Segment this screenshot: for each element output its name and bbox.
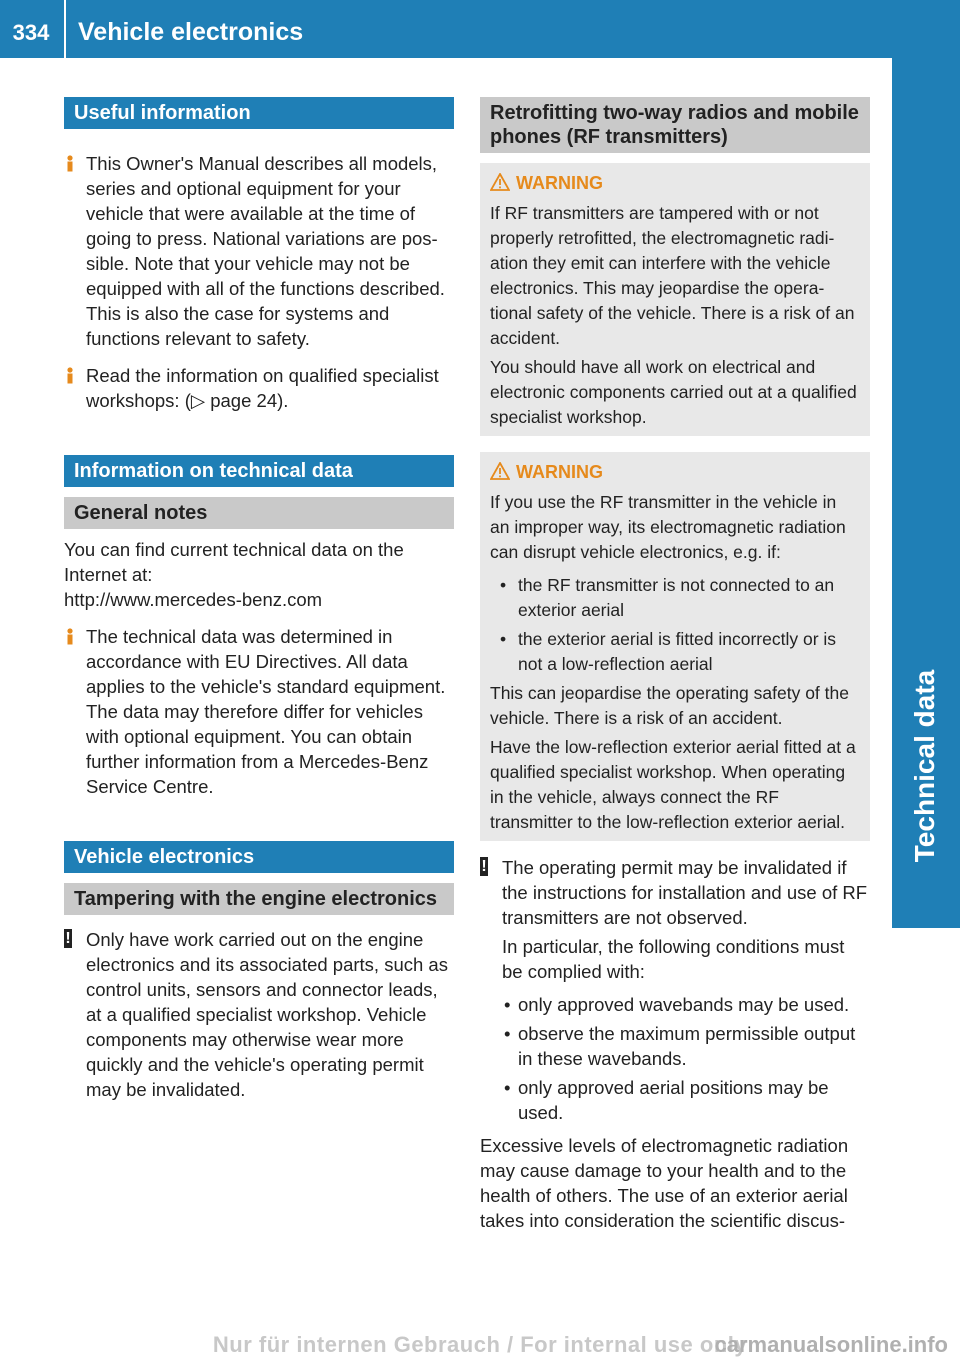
- info-text: The technical data was determined in accordance with EU Directives. All data applies to the vehicle's standard equipment. The data may therefore differ for vehicles with optional equipment. You can obtain further information from a Mercedes-Benz Service Centre.: [86, 626, 446, 797]
- header-divider: [64, 0, 66, 58]
- info-text: This Owner's Manual describes all models, series and optional equipment for your vehicle that were available at the time of going to press. National variations are possible. Note that your vehicle may not be equipped with all of the functions described. This is also the case for systems and functions relevant to safety.: [86, 153, 445, 349]
- warning-triangle-icon: [490, 173, 510, 191]
- caution-text: The operating permit may be invalidated if the instructions for installation and use of RF transmitters are not observed.: [502, 857, 868, 928]
- list-item: [480, 1021, 870, 1071]
- warning-box: [480, 163, 870, 436]
- side-tab-label: Technical data: [909, 669, 940, 863]
- bullet-icon: •: [504, 994, 511, 1015]
- list-item: [490, 627, 860, 677]
- caution-text: In particular, the following conditions must be complied with:: [502, 936, 845, 982]
- tech-data-heading: Information on technical data: [64, 455, 454, 487]
- warning-text: If you use the RF transmitter in the vehicle in an improper way, its electromagnetic radiation can disrupt vehicle electronics, e.g. if:: [490, 492, 846, 562]
- tampering-heading: Tampering with the engine electronics: [64, 883, 454, 915]
- list-item: [480, 1075, 870, 1125]
- info-text: Read the information on qualified specialist workshops: (▷ page 24).: [86, 365, 439, 411]
- info-note: [64, 624, 454, 799]
- warning-text: This can jeopardise the operating safety of the vehicle. There is a risk of an accident.: [490, 683, 849, 728]
- warning-title: [490, 460, 860, 484]
- chapter-title: Vehicle electronics: [78, 18, 304, 46]
- left-column: [64, 97, 454, 1102]
- info-note: [64, 151, 454, 351]
- warning-label: WARNING: [516, 462, 603, 482]
- info-icon: [64, 367, 76, 384]
- list-item-text: only approved aerial positions may be used.: [518, 1077, 829, 1123]
- useful-info-heading: Useful information: [64, 97, 454, 129]
- warning-text: You should have all work on electrical and electronic components carried out at a qualified specialist workshop.: [490, 357, 857, 427]
- website-link[interactable]: http://www.mercedes-benz.com: [64, 589, 323, 610]
- vehicle-electronics-heading: Vehicle electronics: [64, 841, 454, 873]
- body-text: Excessive levels of electromagnetic radiation may cause damage to your health and to the health of others. The use of an exterior aerial takes into consideration the scientific discus-: [480, 1135, 849, 1231]
- caution-note: [480, 855, 870, 930]
- exclamation-icon: !: [481, 858, 487, 875]
- general-notes-heading: General notes: [64, 497, 454, 529]
- page-number: 334: [12, 20, 50, 45]
- bullet-icon: •: [500, 629, 507, 649]
- header-bar: [0, 0, 960, 58]
- info-icon: [64, 155, 76, 172]
- bullet-icon: •: [500, 575, 507, 595]
- info-note: [64, 363, 454, 413]
- retrofitting-heading: Retrofitting two-way radios and mobile phones (RF transmitters): [480, 97, 870, 153]
- footer-site: carmanualsonline.info: [714, 1332, 948, 1357]
- list-item: [490, 573, 860, 623]
- general-notes-text: You can find current technical data on the Internet at:: [64, 539, 404, 585]
- caution-text: Only have work carried out on the engine electronics and its associated parts, such as control units, sensors and connector leads, at a qualified specialist workshop. Vehicle components may otherwise wear more quickly and the vehicle's operating permit may be invalidated.: [86, 929, 448, 1100]
- list-item-text: only approved wavebands may be used.: [518, 994, 850, 1015]
- list-item-text: the RF transmitter is not connected to an exterior aerial: [518, 575, 835, 620]
- info-icon: [64, 628, 76, 645]
- warning-text: If RF transmitters are tampered with or not properly retrofitted, the electromagnetic radiation they emit can interfere with the vehicle electronics. This may jeopardise the operational safety of the vehicle. There is a risk of an accident.: [490, 203, 855, 348]
- exclamation-icon: !: [65, 930, 71, 947]
- caution-note: [64, 927, 454, 1102]
- warning-label: WARNING: [516, 173, 603, 193]
- list-item-text: observe the maximum permissible output in these wavebands.: [518, 1023, 856, 1069]
- list-item-text: the exterior aerial is fitted incorrectly or is not a low-reflection aerial: [518, 629, 837, 674]
- bullet-icon: •: [504, 1023, 511, 1044]
- warning-text: Have the low-reflection exterior aerial fitted at a qualified specialist workshop. When operating in the vehicle, always connect the RF transmitter to the low-reflection exterior aerial.: [490, 737, 856, 832]
- footer-watermark: Nur für internen Gebrauch / For internal use only: [212, 1332, 748, 1357]
- warning-box: [480, 452, 870, 841]
- list-item: [480, 992, 870, 1017]
- right-column: [480, 97, 870, 1233]
- warning-triangle-icon: [490, 462, 510, 480]
- bullet-icon: •: [504, 1077, 511, 1098]
- warning-title: [490, 171, 860, 195]
